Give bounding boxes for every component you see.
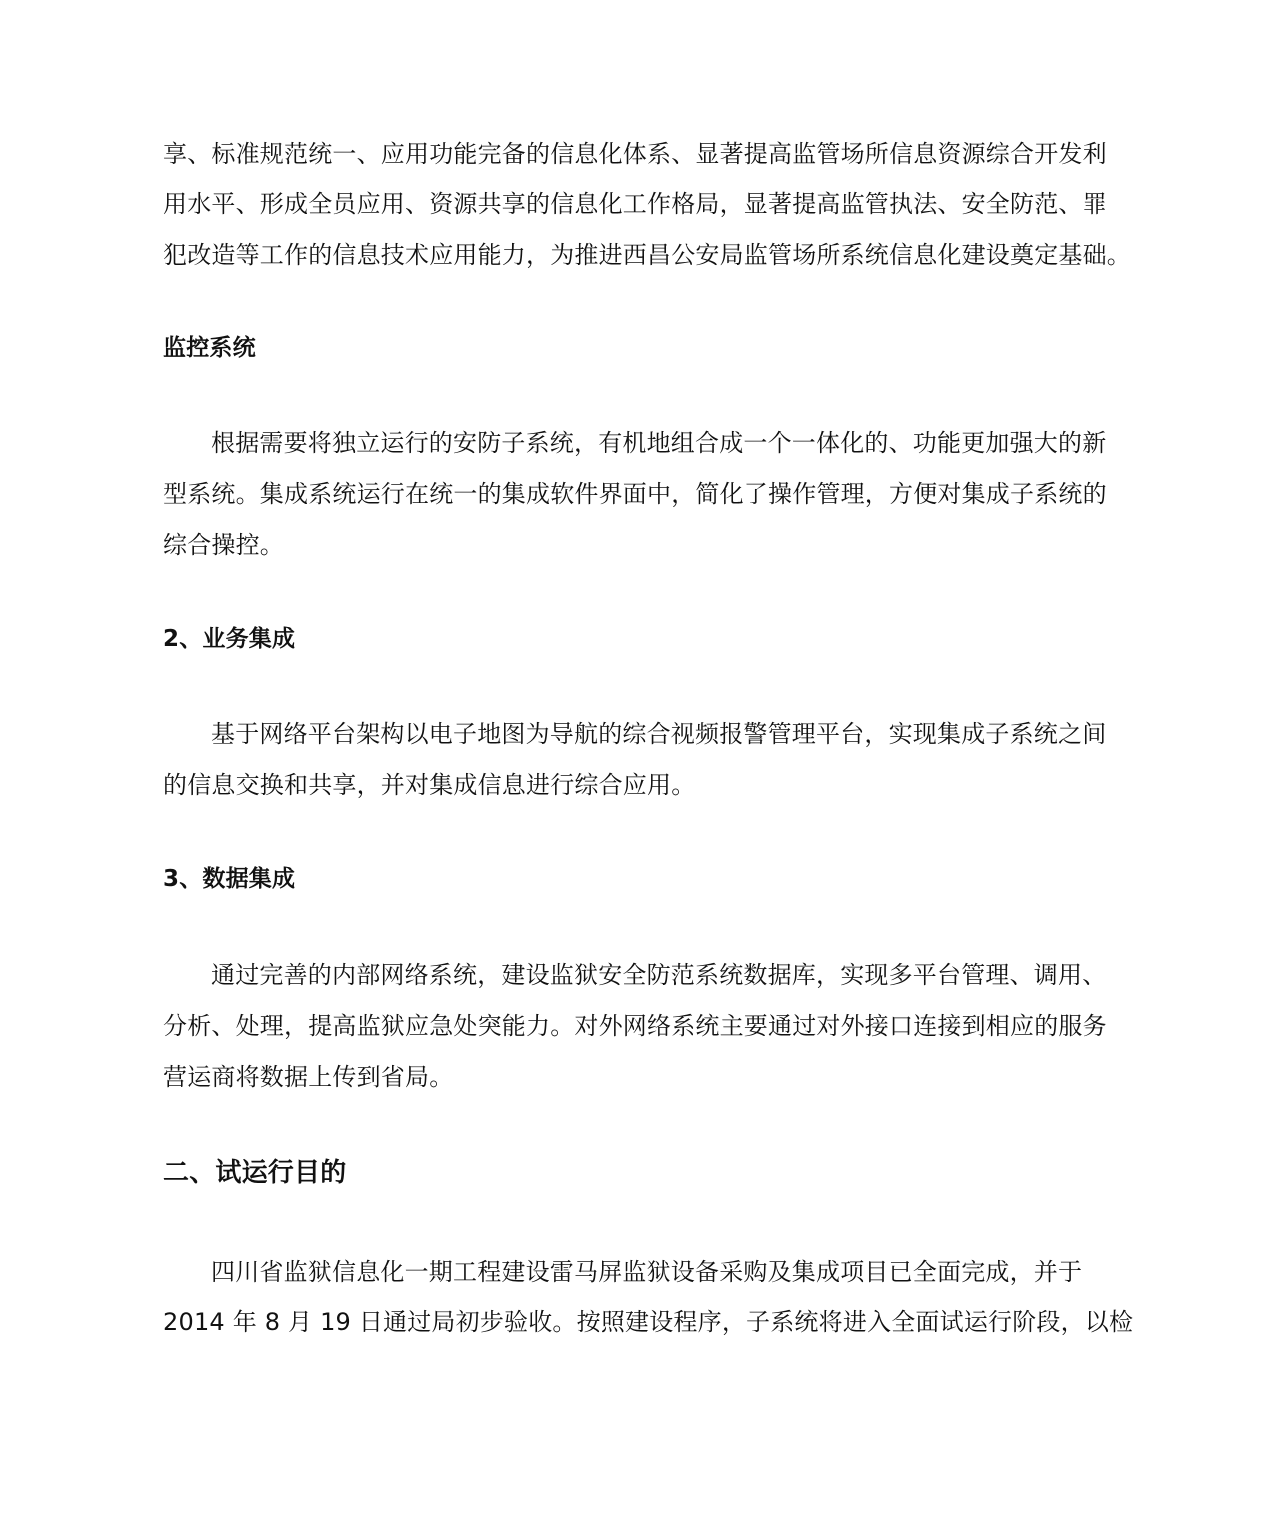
paragraph-line: 2014 年 8 月 19 日通过局初步验收。按照建设程序，子系统将进入全面试运行阶段，以检 — [163, 1308, 1134, 1336]
paragraph-line: 基于网络平台架构以电子地图为导航的综合视频报警管理平台，实现集成子系统之间 — [211, 720, 1107, 748]
paragraph-line: 综合操控。 — [163, 531, 284, 559]
paragraph-line: 分析、处理，提高监狱应急处突能力。对外网络系统主要通过对外接口连接到相应的服务 — [163, 1012, 1107, 1040]
paragraph-line: 享、标准规范统一、应用功能完备的信息化体系、显著提高监管场所信息资源综合开发利 — [163, 140, 1107, 168]
section-heading-data-integration: 3、数据集成 — [163, 866, 296, 892]
paragraph-line: 的信息交换和共享，并对集成信息进行综合应用。 — [163, 771, 696, 799]
paragraph-line: 犯改造等工作的信息技术应用能力，为推进西昌公安局监管场所系统信息化建设奠定基础。 — [163, 241, 1131, 269]
paragraph-line: 营运商将数据上传到省局。 — [163, 1063, 454, 1091]
paragraph-line: 根据需要将独立运行的安防子系统，有机地组合成一个一体化的、功能更加强大的新 — [211, 429, 1107, 457]
section-heading-trial-purpose: 二、试运行目的 — [163, 1158, 347, 1188]
section-heading-business-integration: 2、业务集成 — [163, 626, 296, 652]
paragraph-line: 四川省监狱信息化一期工程建设雷马屏监狱设备采购及集成项目已全面完成，并于 — [211, 1258, 1083, 1286]
paragraph-line: 通过完善的内部网络系统，建设监狱安全防范系统数据库，实现多平台管理、调用、 — [211, 961, 1107, 989]
section-heading-monitoring: 监控系统 — [163, 335, 256, 361]
paragraph-line: 型系统。集成系统运行在统一的集成软件界面中，简化了操作管理，方便对集成子系统的 — [163, 480, 1107, 508]
paragraph-line: 用水平、形成全员应用、资源共享的信息化工作格局，显著提高监管执法、安全防范、罪 — [163, 190, 1107, 218]
